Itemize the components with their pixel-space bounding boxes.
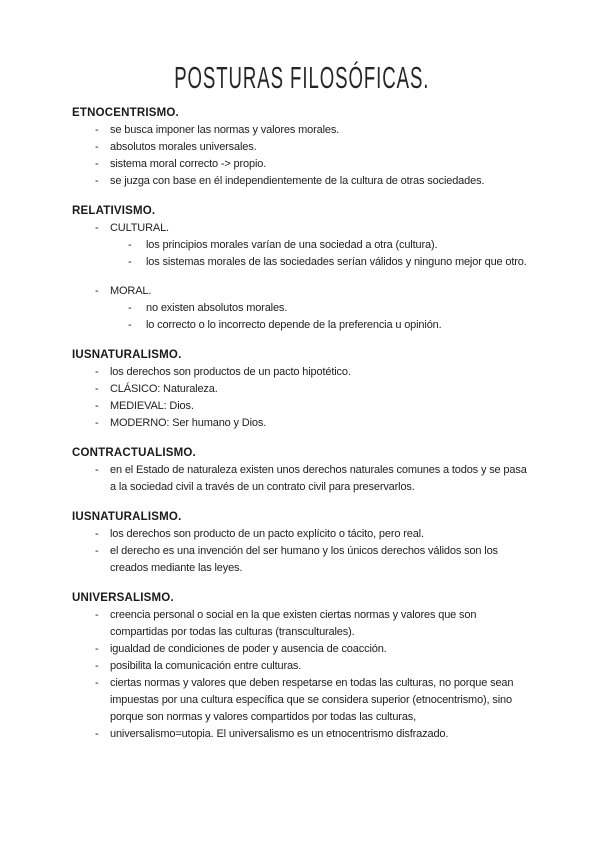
section xyxy=(72,445,532,496)
list-item-text: los derechos son producto de un pacto explícito o tácito, pero real. xyxy=(110,528,424,540)
list-item-text: igualdad de condiciones de poder y ausencia de coacción. xyxy=(110,643,387,655)
document-title-text: POSTURAS FILOSÓFICAS. xyxy=(174,61,430,96)
section-items xyxy=(72,462,532,496)
list-item-text: ciertas normas y valores que deben respetarse en todas las culturas, no porque sean impuestas por una cultura específica que se considera superior (etnocentrismo), sino porque son normas y valores compartidos por todas las culturas, xyxy=(110,677,514,723)
list-item xyxy=(72,173,532,190)
bullet-dash: - xyxy=(95,643,99,655)
bullet-dash: - xyxy=(95,677,99,689)
list-item xyxy=(72,607,532,641)
section xyxy=(72,347,532,432)
list-item xyxy=(72,317,532,334)
list-item-text: CLÁSICO: Naturaleza. xyxy=(110,383,218,395)
list-item xyxy=(72,398,532,415)
bullet-dash: - xyxy=(128,239,132,251)
bullet-dash: - xyxy=(95,158,99,170)
bullet-dash: - xyxy=(95,175,99,187)
list-item-text: lo correcto o lo incorrecto depende de la preferencia u opinión. xyxy=(146,319,442,331)
list-item xyxy=(72,675,532,726)
bullet-dash: - xyxy=(95,609,99,621)
bullet-dash: - xyxy=(95,464,99,476)
list-item xyxy=(72,364,532,381)
bullet-dash: - xyxy=(95,417,99,429)
list-item-text: los sistemas morales de las sociedades serían válidos y ninguno mejor que otro. xyxy=(146,256,527,268)
section-items xyxy=(72,122,532,190)
list-item xyxy=(72,641,532,658)
list-item-text: MEDIEVAL: Dios. xyxy=(110,400,194,412)
list-item-text: MODERNO: Ser humano y Dios. xyxy=(110,417,267,429)
list-item xyxy=(72,122,532,139)
bullet-dash: - xyxy=(95,528,99,540)
list-item-text: los derechos son productos de un pacto hipotético. xyxy=(110,366,351,378)
section-heading: CONTRACTUALISMO. xyxy=(72,447,196,459)
bullet-dash: - xyxy=(95,545,99,557)
bullet-dash: - xyxy=(95,728,99,740)
list-item-text: posibilita la comunicación entre culturas. xyxy=(110,660,302,672)
bullet-dash: - xyxy=(95,222,99,234)
section-heading: UNIVERSALISMO. xyxy=(72,592,174,604)
list-item xyxy=(72,726,532,743)
list-item-text: se juzga con base en él independientemente de la cultura de otras sociedades. xyxy=(110,175,485,187)
list-item xyxy=(72,237,532,254)
list-item-text: el derecho es una invención del ser humano y los únicos derechos válidos son los creados mediante las leyes. xyxy=(110,545,498,574)
list-item xyxy=(72,526,532,543)
bullet-dash: - xyxy=(95,124,99,136)
list-item xyxy=(72,658,532,675)
section-items xyxy=(72,607,532,743)
document-title xyxy=(72,62,532,94)
list-item-text: absolutos morales universales. xyxy=(110,141,257,153)
bullet-dash: - xyxy=(128,302,132,314)
list-item-text: sistema moral correcto -> propio. xyxy=(110,158,267,170)
bullet-dash: - xyxy=(128,319,132,331)
section-items xyxy=(72,526,532,577)
section-items xyxy=(72,364,532,432)
sections-container xyxy=(72,105,532,743)
list-item xyxy=(72,283,532,300)
bullet-dash: - xyxy=(95,660,99,672)
list-item xyxy=(72,139,532,156)
section xyxy=(72,203,532,334)
bullet-dash: - xyxy=(95,141,99,153)
list-item-text: en el Estado de naturaleza existen unos derechos naturales comunes a todos y se pasa a la sociedad civil a través de un contrato civil para preservarlos. xyxy=(110,464,527,493)
list-item xyxy=(72,220,532,237)
bullet-dash: - xyxy=(95,383,99,395)
list-item xyxy=(72,254,532,271)
list-item-text: creencia personal o social en la que existen ciertas normas y valores que son compartidas por todas las culturas (transculturales). xyxy=(110,609,477,638)
bullet-dash: - xyxy=(95,285,99,297)
list-item-text: no existen absolutos morales. xyxy=(146,302,288,314)
bullet-dash: - xyxy=(95,400,99,412)
list-item xyxy=(72,300,532,317)
section xyxy=(72,105,532,190)
list-item xyxy=(72,156,532,173)
list-item xyxy=(72,381,532,398)
list-item xyxy=(72,415,532,432)
list-item-text: universalismo=utopia. El universalismo es un etnocentrismo disfrazado. xyxy=(110,728,449,740)
section-heading: RELATIVISMO. xyxy=(72,205,156,217)
section xyxy=(72,509,532,577)
list-item xyxy=(72,462,532,496)
section-heading: IUSNATURALISMO. xyxy=(72,349,182,361)
list-item xyxy=(72,543,532,577)
bullet-dash: - xyxy=(128,256,132,268)
section-heading: IUSNATURALISMO. xyxy=(72,511,182,523)
list-item-text: MORAL. xyxy=(110,285,152,297)
list-item-text: se busca imponer las normas y valores morales. xyxy=(110,124,340,136)
list-item-text: CULTURAL. xyxy=(110,222,169,234)
section xyxy=(72,590,532,743)
list-item-text: los principios morales varían de una sociedad a otra (cultura). xyxy=(146,239,438,251)
section-items xyxy=(72,220,532,334)
bullet-dash: - xyxy=(95,366,99,378)
section-heading: ETNOCENTRISMO. xyxy=(72,107,179,119)
